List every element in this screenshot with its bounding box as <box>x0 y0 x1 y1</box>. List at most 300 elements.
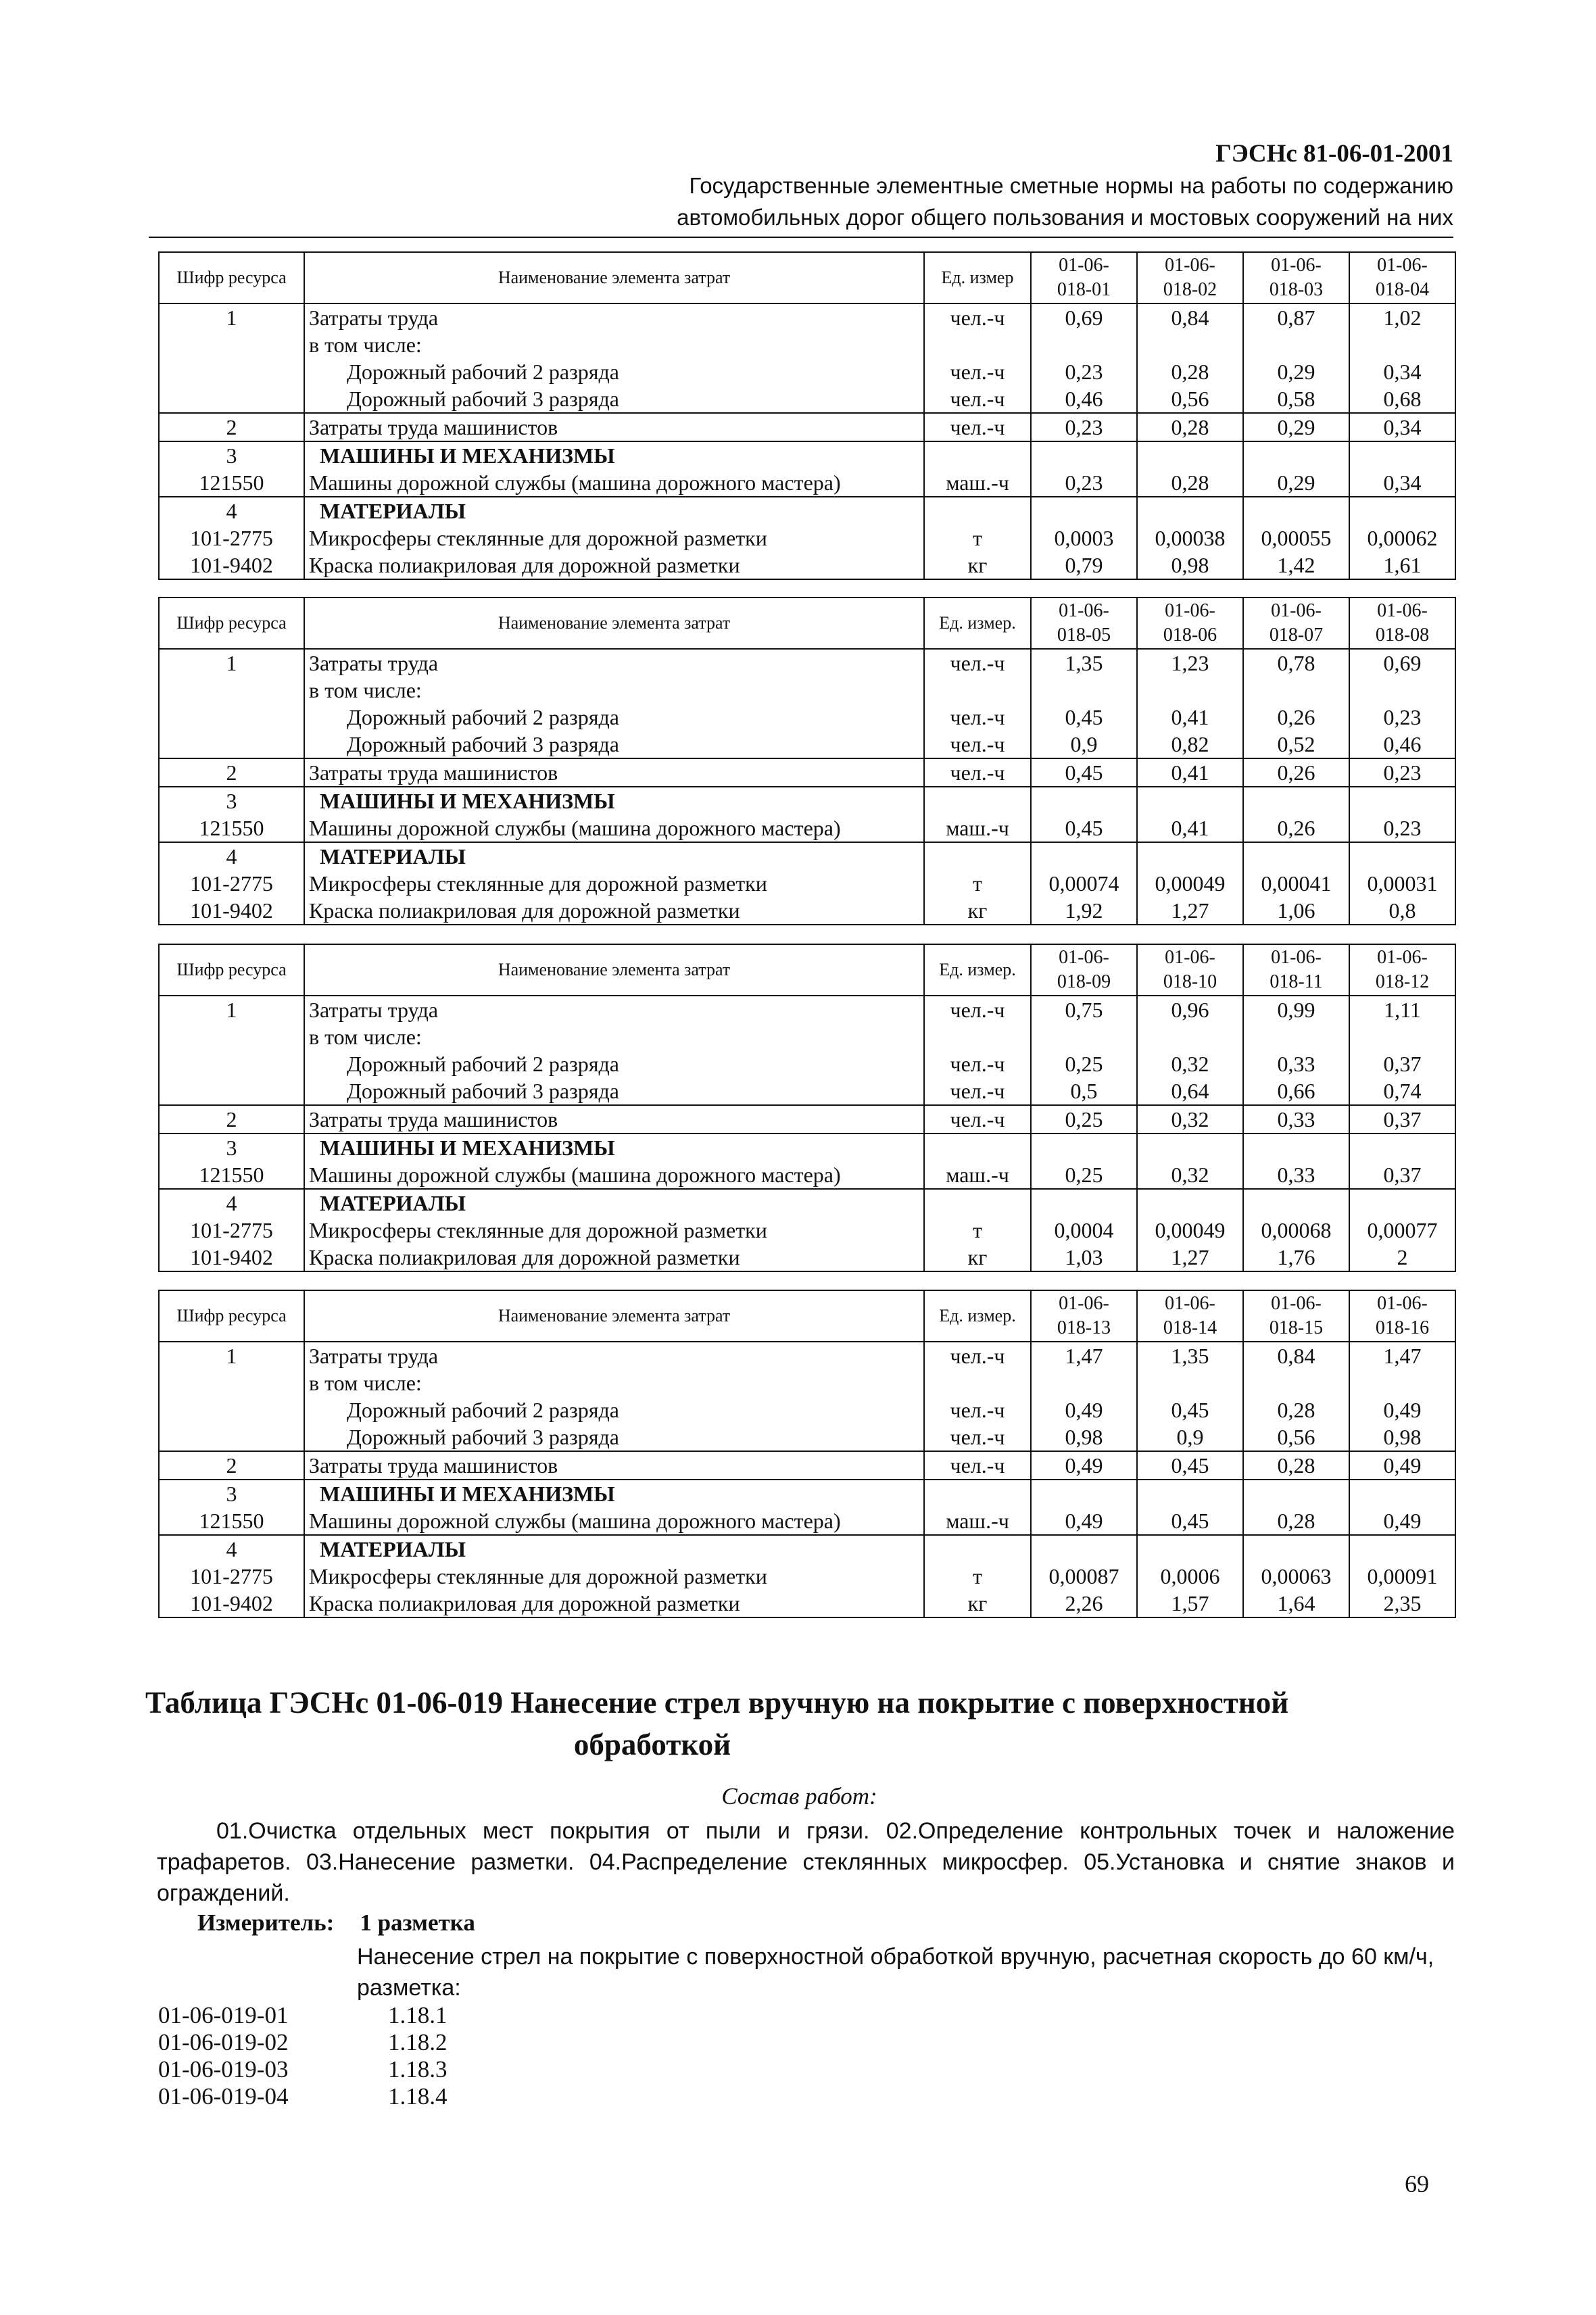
header-line-2: автомобильных дорог общего пользования и мостовых сооружений на них <box>677 205 1453 230</box>
norm-value: 2 <box>1349 1244 1455 1271</box>
norm-code-part: 01-06- <box>1271 1293 1322 1314</box>
norm-value: 0,00031 <box>1349 870 1455 897</box>
norm-value <box>1031 1480 1137 1507</box>
table-row <box>159 1244 1455 1271</box>
code-row <box>158 2056 523 2083</box>
unit: чел.-ч <box>924 996 1031 1023</box>
norm-code-part: 018-07 <box>1269 625 1324 645</box>
unit <box>924 1480 1031 1507</box>
norm-value <box>1137 1369 1243 1396</box>
table-header-row <box>159 944 1455 996</box>
norm-value: 0,45 <box>1031 758 1137 787</box>
cost-element-name: в том числе: <box>304 1369 924 1396</box>
norm-value: 0,00068 <box>1243 1217 1349 1244</box>
cost-element-name: Затраты труда <box>304 1342 924 1369</box>
norm-value <box>1137 1535 1243 1563</box>
resource-table <box>158 944 1456 1272</box>
table-row <box>159 1396 1455 1423</box>
norm-value <box>1031 1023 1137 1050</box>
code-value: 1.18.4 <box>388 2083 448 2110</box>
norm-value <box>1137 787 1243 814</box>
norm-value <box>1243 441 1349 469</box>
unit <box>924 1023 1031 1050</box>
table-row <box>159 897 1455 925</box>
work-composition-heading: Состав работ: <box>721 1783 877 1809</box>
unit <box>924 842 1031 870</box>
norm-value: 1,35 <box>1137 1342 1243 1369</box>
code: 01-06-019-01 <box>158 2002 289 2028</box>
norm-value: 1,76 <box>1243 1244 1349 1271</box>
norm-value <box>1137 1480 1243 1507</box>
norm-value <box>1243 1134 1349 1161</box>
code-value: 1.18.3 <box>388 2056 448 2082</box>
norm-code: ГЭСНс 81-06-01-2001 <box>1215 140 1453 168</box>
norm-value: 1,47 <box>1031 1342 1137 1369</box>
table-row <box>159 1023 1455 1050</box>
resource-code: 3 <box>159 787 304 814</box>
norm-value: 0,00087 <box>1031 1563 1137 1590</box>
resource-code: 1 <box>159 303 304 331</box>
norm-value <box>1243 331 1349 358</box>
cost-element-name: Микросферы стеклянные для дорожной разметки <box>304 1563 924 1590</box>
table-row <box>159 1423 1455 1451</box>
norm-value: 0,0006 <box>1137 1563 1243 1590</box>
norm-value: 0,82 <box>1137 731 1243 758</box>
column-header-resource: Шифр ресурса <box>159 1290 304 1342</box>
norm-code-part: 018-14 <box>1163 1317 1217 1338</box>
table-row <box>159 649 1455 677</box>
norm-value: 0,29 <box>1243 469 1349 497</box>
unit: чел.-ч <box>924 1396 1031 1423</box>
column-header-norm <box>1137 1290 1243 1342</box>
page-number: 69 <box>1405 2170 1429 2197</box>
norm-value: 0,49 <box>1349 1396 1455 1423</box>
column-header-norm <box>1031 598 1137 649</box>
norm-value: 0,32 <box>1137 1105 1243 1134</box>
norm-code-part: 018-13 <box>1057 1317 1111 1338</box>
norm-code-part: 018-06 <box>1163 625 1217 645</box>
norm-value: 0,34 <box>1349 413 1455 441</box>
cost-element-name: Краска полиакриловая для дорожной разметки <box>304 552 924 579</box>
norm-value <box>1349 842 1455 870</box>
norm-value <box>1243 1189 1349 1217</box>
table-row <box>159 441 1455 469</box>
column-header-norm <box>1243 1290 1349 1342</box>
column-header-unit: Ед. измер. <box>924 944 1031 996</box>
cost-element-name: в том числе: <box>304 331 924 358</box>
norm-value: 0,28 <box>1137 358 1243 385</box>
norm-value: 0,28 <box>1243 1451 1349 1480</box>
norm-value: 0,00038 <box>1137 525 1243 552</box>
norm-value <box>1349 441 1455 469</box>
unit: т <box>924 525 1031 552</box>
cost-element-name: Микросферы стеклянные для дорожной разметки <box>304 525 924 552</box>
norm-value: 0,28 <box>1243 1507 1349 1535</box>
cost-element-name: Затраты труда <box>304 996 924 1023</box>
norm-value: 1,64 <box>1243 1590 1349 1617</box>
norm-value: 1,23 <box>1137 649 1243 677</box>
unit: кг <box>924 1590 1031 1617</box>
norm-value <box>1243 677 1349 704</box>
norm-value: 0,99 <box>1243 996 1349 1023</box>
norm-value <box>1137 1189 1243 1217</box>
unit: кг <box>924 1244 1031 1271</box>
resource-code: 3 <box>159 441 304 469</box>
table-row <box>159 677 1455 704</box>
norm-value <box>1031 1369 1137 1396</box>
norm-code-part: 01-06- <box>1271 600 1322 621</box>
norm-value <box>1031 842 1137 870</box>
norm-value: 0,49 <box>1031 1451 1137 1480</box>
unit: чел.-ч <box>924 1050 1031 1077</box>
unit <box>924 497 1031 525</box>
work-composition-text: 01.Очистка отдельных мест покрытия от пыли и грязи. 02.Определение контрольных точек и наложение трафаретов. 03.Нанесение разметки. 04.Распределение стеклянных микросфер. 05.Установка и снятие знаков и ограждений. <box>157 1818 1455 1906</box>
norm-value: 0,68 <box>1349 385 1455 413</box>
column-header-norm <box>1031 1290 1137 1342</box>
norm-value: 0,32 <box>1137 1050 1243 1077</box>
cost-element-name: Дорожный рабочий 2 разряда <box>304 358 924 385</box>
norm-value <box>1243 1023 1349 1050</box>
norm-value <box>1349 497 1455 525</box>
norm-value <box>1243 842 1349 870</box>
unit: чел.-ч <box>924 1077 1031 1105</box>
norm-value: 0,9 <box>1031 731 1137 758</box>
table-row <box>159 842 1455 870</box>
norm-value: 0,26 <box>1243 814 1349 842</box>
table-row <box>159 1189 1455 1217</box>
cost-element-name: Машины дорожной службы (машина дорожного мастера) <box>304 814 924 842</box>
norm-value <box>1031 787 1137 814</box>
cost-element-name: Затраты труда машинистов <box>304 1451 924 1480</box>
unit: чел.-ч <box>924 385 1031 413</box>
table-row <box>159 303 1455 331</box>
column-header-norm <box>1349 598 1455 649</box>
norm-value: 0,0003 <box>1031 525 1137 552</box>
norm-value: 0,00055 <box>1243 525 1349 552</box>
norm-value: 0,41 <box>1137 758 1243 787</box>
code-value: 1.18.2 <box>388 2029 448 2055</box>
resource-code <box>159 331 304 358</box>
norm-value: 0,23 <box>1031 469 1137 497</box>
column-header-norm <box>1349 944 1455 996</box>
norm-code-part: 018-15 <box>1269 1317 1324 1338</box>
cost-element-name: МАШИНЫ И МЕХАНИЗМЫ <box>304 441 924 469</box>
cost-element-name: Затраты труда машинистов <box>304 413 924 441</box>
norm-value: 2,26 <box>1031 1590 1137 1617</box>
table-row <box>159 1590 1455 1617</box>
cost-element-name: МАШИНЫ И МЕХАНИЗМЫ <box>304 787 924 814</box>
norm-value <box>1137 1134 1243 1161</box>
table-row <box>159 1077 1455 1105</box>
section-title <box>145 1682 1453 1765</box>
table-header-row <box>159 1290 1455 1342</box>
resource-code: 1 <box>159 996 304 1023</box>
norm-value: 0,49 <box>1349 1451 1455 1480</box>
cost-element-name: Дорожный рабочий 2 разряда <box>304 1050 924 1077</box>
table-row <box>159 1105 1455 1134</box>
header-line-1: Государственные элементные сметные нормы на работы по содержанию <box>689 173 1453 198</box>
norm-value: 0,52 <box>1243 731 1349 758</box>
table-row <box>159 787 1455 814</box>
norm-value: 0,00049 <box>1137 1217 1243 1244</box>
norm-value <box>1349 1480 1455 1507</box>
table-row <box>159 814 1455 842</box>
norm-value: 0,37 <box>1349 1105 1455 1134</box>
norm-code-part: 018-02 <box>1163 279 1217 300</box>
norm-value: 0,25 <box>1031 1105 1137 1134</box>
norm-value: 0,49 <box>1031 1507 1137 1535</box>
norm-code-part: 01-06- <box>1165 255 1215 276</box>
norm-value: 0,58 <box>1243 385 1349 413</box>
norm-value: 0,5 <box>1031 1077 1137 1105</box>
unit: т <box>924 1563 1031 1590</box>
table-row <box>159 552 1455 579</box>
resource-code <box>159 385 304 413</box>
resource-code: 2 <box>159 413 304 441</box>
column-header-unit: Ед. измер <box>924 252 1031 303</box>
table-row <box>159 1050 1455 1077</box>
norm-value: 0,29 <box>1243 413 1349 441</box>
column-header-unit: Ед. измер. <box>924 598 1031 649</box>
norm-value: 0,25 <box>1031 1161 1137 1189</box>
table-row <box>159 497 1455 525</box>
resource-code <box>159 358 304 385</box>
resource-code: 3 <box>159 1134 304 1161</box>
norm-value: 1,03 <box>1031 1244 1137 1271</box>
norm-value: 0,78 <box>1243 649 1349 677</box>
table-row <box>159 413 1455 441</box>
norm-value: 1,35 <box>1031 649 1137 677</box>
column-header-resource: Шифр ресурса <box>159 252 304 303</box>
norm-value: 0,96 <box>1137 996 1243 1023</box>
norm-value: 0,84 <box>1137 303 1243 331</box>
norm-code-part: 018-09 <box>1057 971 1111 992</box>
resource-code: 121550 <box>159 469 304 497</box>
column-header-name: Наименование элемента затрат <box>304 252 924 303</box>
norm-code-part: 01-06- <box>1377 947 1428 968</box>
resource-code <box>159 704 304 731</box>
cost-element-name: Дорожный рабочий 3 разряда <box>304 731 924 758</box>
norm-value: 0,79 <box>1031 552 1137 579</box>
table-row <box>159 1369 1455 1396</box>
table-row <box>159 525 1455 552</box>
norm-value: 0,33 <box>1243 1050 1349 1077</box>
norm-value: 0,28 <box>1137 469 1243 497</box>
unit: маш.-ч <box>924 1161 1031 1189</box>
unit: т <box>924 1217 1031 1244</box>
table-row <box>159 704 1455 731</box>
column-header-name: Наименование элемента затрат <box>304 598 924 649</box>
resource-table <box>158 597 1456 925</box>
cost-element-name: Микросферы стеклянные для дорожной разметки <box>304 870 924 897</box>
cost-element-name: Дорожный рабочий 3 разряда <box>304 1077 924 1105</box>
norm-value <box>1137 497 1243 525</box>
norm-value <box>1349 1189 1455 1217</box>
norm-value <box>1031 441 1137 469</box>
norm-code-part: 01-06- <box>1059 1293 1109 1314</box>
column-header-norm <box>1137 944 1243 996</box>
cost-element-name: МАТЕРИАЛЫ <box>304 1189 924 1217</box>
unit: чел.-ч <box>924 1342 1031 1369</box>
norm-value: 0,66 <box>1243 1077 1349 1105</box>
resource-code: 1 <box>159 1342 304 1369</box>
unit <box>924 441 1031 469</box>
norm-value <box>1137 331 1243 358</box>
norm-code-part: 01-06- <box>1059 255 1109 276</box>
norm-value <box>1349 787 1455 814</box>
resource-code <box>159 731 304 758</box>
unit <box>924 1535 1031 1563</box>
norm-value: 0,45 <box>1137 1396 1243 1423</box>
norm-code-part: 018-12 <box>1375 971 1430 992</box>
resource-code <box>159 1050 304 1077</box>
resource-code: 101-2775 <box>159 1217 304 1244</box>
unit: чел.-ч <box>924 303 1031 331</box>
table-row <box>159 1342 1455 1369</box>
norm-value: 0,29 <box>1243 358 1349 385</box>
table-row <box>159 1217 1455 1244</box>
unit: маш.-ч <box>924 814 1031 842</box>
norm-code-part: 01-06- <box>1377 600 1428 621</box>
column-header-norm <box>1243 944 1349 996</box>
table-row <box>159 469 1455 497</box>
table-row <box>159 1563 1455 1590</box>
column-header-norm <box>1031 252 1137 303</box>
code: 01-06-019-04 <box>158 2083 289 2110</box>
norm-value: 0,00074 <box>1031 870 1137 897</box>
column-header-resource: Шифр ресурса <box>159 598 304 649</box>
table-row <box>159 1134 1455 1161</box>
cost-element-name: Краска полиакриловая для дорожной разметки <box>304 1590 924 1617</box>
norm-value <box>1349 1134 1455 1161</box>
norm-code-part: 018-08 <box>1375 625 1430 645</box>
code: 01-06-019-03 <box>158 2056 289 2082</box>
resource-code: 4 <box>159 842 304 870</box>
column-header-norm <box>1137 598 1243 649</box>
table-row <box>159 1480 1455 1507</box>
table-row <box>159 731 1455 758</box>
unit: чел.-ч <box>924 1451 1031 1480</box>
table-row <box>159 1451 1455 1480</box>
table-row <box>159 1507 1455 1535</box>
norm-value: 1,02 <box>1349 303 1455 331</box>
resource-code: 101-2775 <box>159 1563 304 1590</box>
document-header <box>145 139 1453 233</box>
norm-value: 0,45 <box>1031 704 1137 731</box>
unit <box>924 1189 1031 1217</box>
norm-value <box>1031 331 1137 358</box>
norm-value: 0,28 <box>1243 1396 1349 1423</box>
resource-code <box>159 1077 304 1105</box>
norm-value: 0,23 <box>1349 704 1455 731</box>
cost-element-name: в том числе: <box>304 1023 924 1050</box>
norm-value <box>1137 842 1243 870</box>
table-row <box>159 996 1455 1023</box>
cost-element-name: МАШИНЫ И МЕХАНИЗМЫ <box>304 1480 924 1507</box>
resource-code: 101-9402 <box>159 1244 304 1271</box>
code-row <box>158 2083 523 2110</box>
table-row <box>159 758 1455 787</box>
unit: маш.-ч <box>924 1507 1031 1535</box>
norm-value <box>1349 677 1455 704</box>
resource-table <box>158 251 1456 580</box>
norm-value <box>1243 1480 1349 1507</box>
norm-value <box>1349 331 1455 358</box>
section-title-line-2: обработкой <box>573 1728 731 1761</box>
norm-code-part: 018-03 <box>1269 279 1324 300</box>
norm-value: 1,92 <box>1031 897 1137 925</box>
norm-value: 0,23 <box>1031 358 1137 385</box>
norm-code-part: 01-06- <box>1059 600 1109 621</box>
unit <box>924 787 1031 814</box>
table-row <box>159 331 1455 358</box>
norm-code-part: 018-16 <box>1375 1317 1430 1338</box>
cost-element-name: Дорожный рабочий 2 разряда <box>304 1396 924 1423</box>
resource-code: 2 <box>159 1105 304 1134</box>
resource-code: 101-9402 <box>159 1590 304 1617</box>
cost-element-name: Затраты труда <box>304 303 924 331</box>
norm-value <box>1243 1369 1349 1396</box>
resource-code: 2 <box>159 1451 304 1480</box>
resource-code: 4 <box>159 1189 304 1217</box>
resource-code: 121550 <box>159 1507 304 1535</box>
norm-value <box>1137 677 1243 704</box>
resource-code: 101-2775 <box>159 870 304 897</box>
unit: т <box>924 870 1031 897</box>
column-header-norm <box>1243 252 1349 303</box>
cost-element-name: Дорожный рабочий 2 разряда <box>304 704 924 731</box>
resource-code: 3 <box>159 1480 304 1507</box>
norm-value: 0,34 <box>1349 469 1455 497</box>
norm-value <box>1137 441 1243 469</box>
norm-value: 0,37 <box>1349 1050 1455 1077</box>
norm-code-part: 018-05 <box>1057 625 1111 645</box>
norm-code-part: 01-06- <box>1165 1293 1215 1314</box>
norm-value: 0,8 <box>1349 897 1455 925</box>
resource-table <box>158 1290 1456 1618</box>
norm-value <box>1031 677 1137 704</box>
column-header-norm <box>1137 252 1243 303</box>
table-row <box>159 870 1455 897</box>
norm-value: 0,26 <box>1243 704 1349 731</box>
norm-value: 0,69 <box>1031 303 1137 331</box>
norm-value: 0,28 <box>1137 413 1243 441</box>
norm-code-part: 018-11 <box>1269 971 1323 992</box>
norm-value: 0,87 <box>1243 303 1349 331</box>
norm-value: 0,37 <box>1349 1161 1455 1189</box>
section-title-line-1: Таблица ГЭСНс 01-06-019 Нанесение стрел вручную на покрытие с поверхностной <box>145 1686 1289 1720</box>
meter-value: 1 разметка <box>360 1909 475 1936</box>
norm-value <box>1031 1189 1137 1217</box>
column-header-name: Наименование элемента затрат <box>304 944 924 996</box>
norm-value: 0,25 <box>1031 1050 1137 1077</box>
column-header-norm <box>1349 1290 1455 1342</box>
norm-value <box>1243 497 1349 525</box>
cost-element-name: Дорожный рабочий 3 разряда <box>304 385 924 413</box>
cost-element-name: Краска полиакриловая для дорожной разметки <box>304 897 924 925</box>
unit: чел.-ч <box>924 358 1031 385</box>
unit: маш.-ч <box>924 469 1031 497</box>
norm-value <box>1031 497 1137 525</box>
resource-code <box>159 677 304 704</box>
norm-code-part: 018-01 <box>1057 279 1111 300</box>
column-header-norm <box>1031 944 1137 996</box>
norm-value: 1,57 <box>1137 1590 1243 1617</box>
unit: чел.-ч <box>924 413 1031 441</box>
norm-value: 0,00063 <box>1243 1563 1349 1590</box>
meter-label: Измеритель: <box>197 1909 335 1936</box>
unit: чел.-ч <box>924 1105 1031 1134</box>
